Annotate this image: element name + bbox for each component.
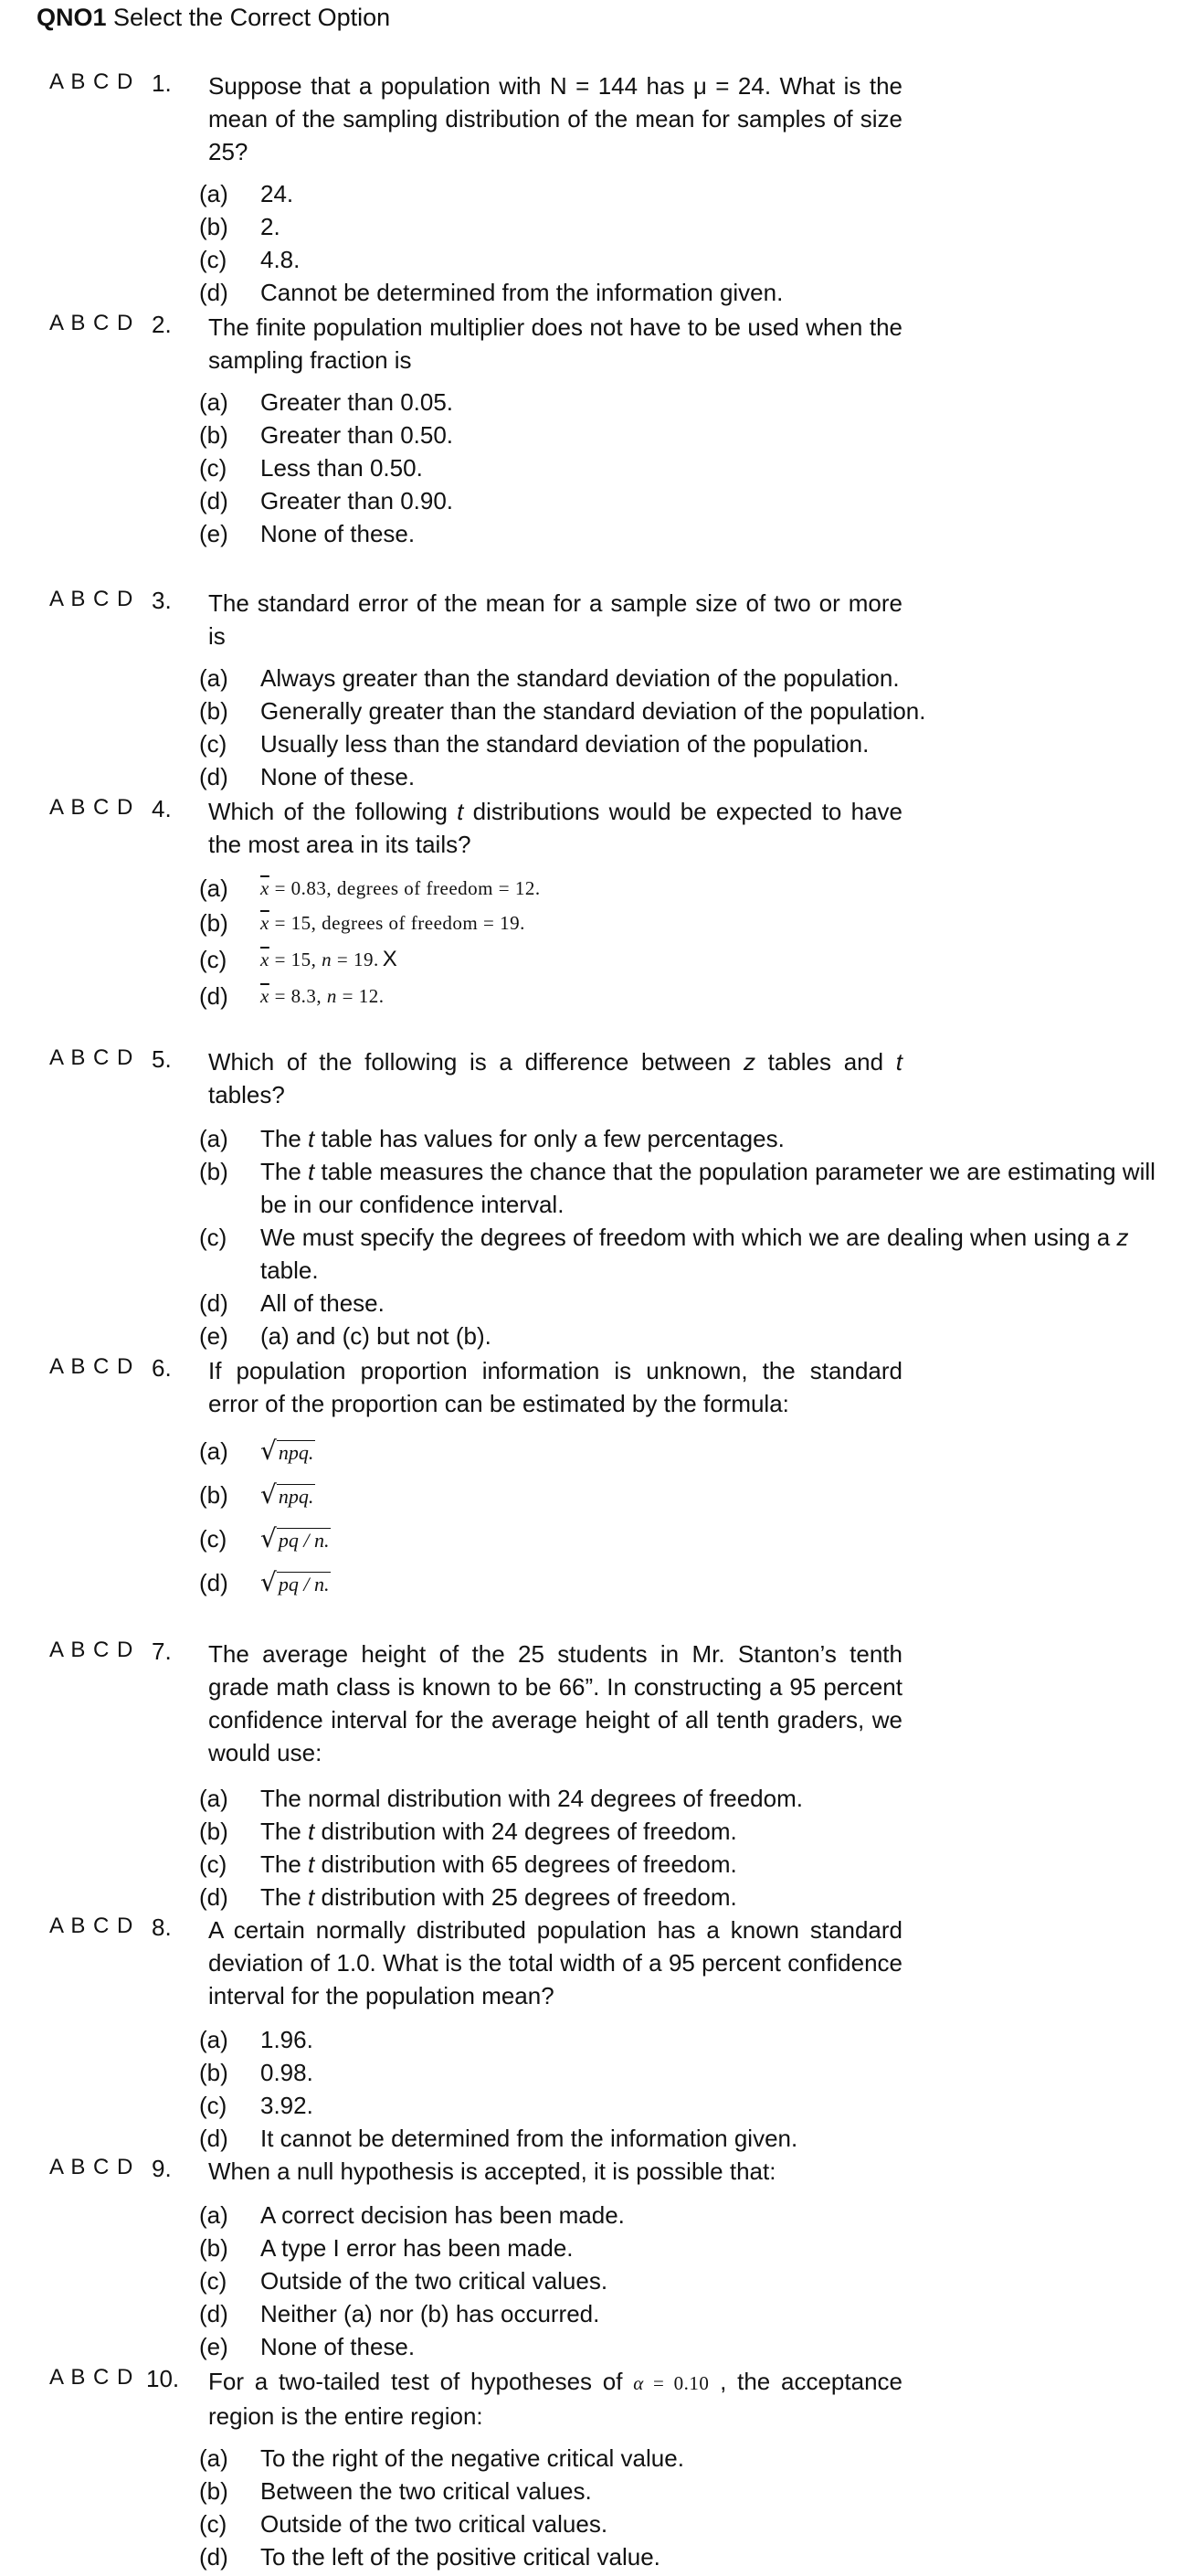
option-label: (b)	[199, 2477, 228, 2505]
option-label: (e)	[199, 520, 228, 547]
option-text: The t table measures the chance that the population parameter we are estimating will be in our confidence interval.	[260, 1158, 1156, 1218]
option-label: (d)	[199, 763, 228, 790]
option-text: None of these.	[260, 763, 416, 790]
option-text: The t distribution with 25 degrees of freedom.	[260, 1883, 737, 1911]
option-text: Usually less than the standard deviation of the population.	[260, 730, 870, 758]
answer-marker[interactable]: A B C D	[49, 587, 134, 611]
option-label: (b)	[199, 909, 228, 937]
answer-marker[interactable]: A B C D	[49, 1045, 134, 1070]
option-text: Generally greater than the standard deviation of the population.	[260, 697, 926, 725]
option-text: Greater than 0.50.	[260, 421, 454, 449]
answer-marker[interactable]: A B C D	[49, 311, 134, 335]
option-label: (a)	[199, 2026, 228, 2053]
option-label: (d)	[199, 1883, 228, 1911]
option-label: (a)	[199, 2444, 228, 2472]
question-text: The standard error of the mean for a sample size of two or more is	[208, 589, 902, 650]
option-label: (e)	[199, 1322, 228, 1350]
option-label: (d)	[199, 982, 228, 1010]
question-text: Suppose that a population with N = 144 has μ = 24. What is the mean of the sampling distribution of the mean for samples of size 25?	[208, 72, 902, 165]
option-text: 1.96.	[260, 2026, 313, 2053]
option-label: (c)	[199, 2510, 227, 2538]
option-text: A type I error has been made.	[260, 2234, 574, 2262]
option-formula: $\overline{x} = 8.3$, n = 12.	[260, 985, 385, 1007]
option-formula: $\overline{x} = 0.83$, degrees of freedom = 12.	[260, 877, 541, 899]
option-label: (c)	[199, 1525, 227, 1553]
option-text: We must specify the degrees of freedom with which we are dealing when using a z table.	[260, 1224, 1129, 1284]
answer-marker[interactable]: A B C D	[49, 795, 134, 820]
cross-mark: X	[382, 947, 398, 971]
option-label: (b)	[199, 421, 228, 449]
option-text: The t distribution with 65 degrees of freedom.	[260, 1850, 737, 1878]
option-label: (a)	[199, 1437, 228, 1465]
option-text: A correct decision has been made.	[260, 2201, 625, 2229]
option-text: To the left of the positive critical value.	[260, 2543, 660, 2571]
question-number: 9.	[152, 2155, 172, 2182]
question-number: 10.	[146, 2365, 180, 2392]
option-formula: $\overline{x} = 15$, n = 19. X	[260, 947, 398, 971]
option-label: (c)	[199, 454, 227, 482]
option-text: Always greater than the standard deviation of the population.	[260, 664, 900, 692]
option-label: (c)	[199, 1224, 227, 1251]
option-text: The t table has values for only a few percentages.	[260, 1125, 785, 1152]
option-label: (a)	[199, 875, 228, 902]
answer-marker[interactable]: A B C D	[49, 1638, 134, 1662]
option-text: 2.	[260, 213, 280, 240]
option-label: (b)	[199, 1481, 228, 1509]
question-text: The finite population multiplier does not have to be used when the sampling fraction is	[208, 313, 902, 374]
option-label: (c)	[199, 2267, 227, 2295]
question-text: If population proportion information is unknown, the standard error of the proportion can be estimated by the formula:	[208, 1357, 902, 1417]
option-text: (a) and (c) but not (b).	[260, 1322, 491, 1350]
option-text: 24.	[260, 180, 294, 207]
option-label: (b)	[199, 1818, 228, 1845]
option-label: (b)	[199, 213, 228, 240]
option-label: (c)	[199, 1850, 227, 1878]
option-text: Neither (a) nor (b) has occurred.	[260, 2300, 600, 2327]
question-number: 1.	[152, 69, 172, 97]
title-prefix: QNO1	[37, 4, 107, 31]
question-number: 3.	[152, 587, 172, 614]
option-formula: √npq.	[260, 1436, 314, 1466]
page-title	[37, 4, 390, 32]
option-text: The normal distribution with 24 degrees of freedom.	[260, 1785, 803, 1812]
option-text: Between the two critical values.	[260, 2477, 592, 2505]
option-label: (d)	[199, 1289, 228, 1317]
option-label: (b)	[199, 2234, 228, 2262]
option-text: Outside of the two critical values.	[260, 2267, 608, 2295]
option-label: (d)	[199, 2543, 228, 2571]
option-text: To the right of the negative critical value.	[260, 2444, 684, 2472]
question-number: 2.	[152, 311, 172, 338]
option-formula: √pq / n.	[260, 1567, 330, 1597]
question-number: 5.	[152, 1045, 172, 1073]
option-label: (d)	[199, 279, 228, 306]
option-label: (c)	[199, 2092, 227, 2119]
question-text: For a two-tailed test of hypotheses of α = 0.10 , the acceptance region is the entire region:	[208, 2368, 902, 2430]
option-label: (a)	[199, 180, 228, 207]
option-text: All of these.	[260, 1289, 385, 1317]
option-formula: $\overline{x} = 15$, degrees of freedom = 19.	[260, 912, 525, 934]
option-label: (c)	[199, 730, 227, 758]
option-text: 0.98.	[260, 2059, 313, 2086]
option-text: None of these.	[260, 520, 416, 547]
option-label: (c)	[199, 246, 227, 273]
option-text: 4.8.	[260, 246, 301, 273]
option-label: (d)	[199, 2300, 228, 2327]
option-label: (a)	[199, 388, 228, 416]
option-label: (d)	[199, 487, 228, 514]
option-label: (b)	[199, 1158, 228, 1185]
title-rest: Select the Correct Option	[106, 4, 391, 31]
question-text: Which of the following is a difference between z tables and t tables?	[208, 1048, 902, 1108]
option-text: Outside of the two critical values.	[260, 2510, 608, 2538]
option-label: (e)	[199, 2333, 228, 2360]
question-text: Which of the following t distributions would be expected to have the most area in its tails?	[208, 798, 902, 858]
question-text: A certain normally distributed population has a known standard deviation of 1.0. What is the total width of a 95 percent confidence interval for the population mean?	[208, 1916, 902, 2009]
question-number: 7.	[152, 1638, 172, 1665]
answer-marker[interactable]: A B C D	[49, 1354, 134, 1379]
option-text: 3.92.	[260, 2092, 313, 2119]
option-text: Greater than 0.90.	[260, 487, 454, 514]
question-number: 6.	[152, 1354, 172, 1382]
question-number: 4.	[152, 795, 172, 822]
option-text: Cannot be determined from the information given.	[260, 279, 784, 306]
option-text: Greater than 0.05.	[260, 388, 454, 416]
option-label: (a)	[199, 664, 228, 692]
answer-marker[interactable]: A B C D	[49, 2365, 134, 2390]
option-formula: √npq.	[260, 1479, 314, 1510]
option-text: None of these.	[260, 2333, 416, 2360]
option-label: (d)	[199, 2125, 228, 2152]
option-label: (a)	[199, 1785, 228, 1812]
question-text: The average height of the 25 students in Mr. Stanton’s tenth grade math class is known to be 66”. In constructing a 95 percent confidence interval for the average height of all tenth graders, we would use:	[208, 1640, 902, 1766]
option-label: (b)	[199, 697, 228, 725]
answer-marker[interactable]: A B C D	[49, 69, 134, 94]
option-label: (c)	[199, 946, 227, 973]
option-label: (a)	[199, 1125, 228, 1152]
answer-marker[interactable]: A B C D	[49, 1913, 134, 1938]
option-text: Less than 0.50.	[260, 454, 423, 482]
option-label: (b)	[199, 2059, 228, 2086]
question-number: 8.	[152, 1913, 172, 1941]
option-label: (d)	[199, 1569, 228, 1596]
answer-marker[interactable]: A B C D	[49, 2155, 134, 2179]
question-text: When a null hypothesis is accepted, it is possible that:	[208, 2157, 776, 2185]
option-text: It cannot be determined from the information given.	[260, 2125, 798, 2152]
option-text: The t distribution with 24 degrees of freedom.	[260, 1818, 737, 1845]
option-label: (a)	[199, 2201, 228, 2229]
option-formula: √pq / n.	[260, 1523, 330, 1553]
